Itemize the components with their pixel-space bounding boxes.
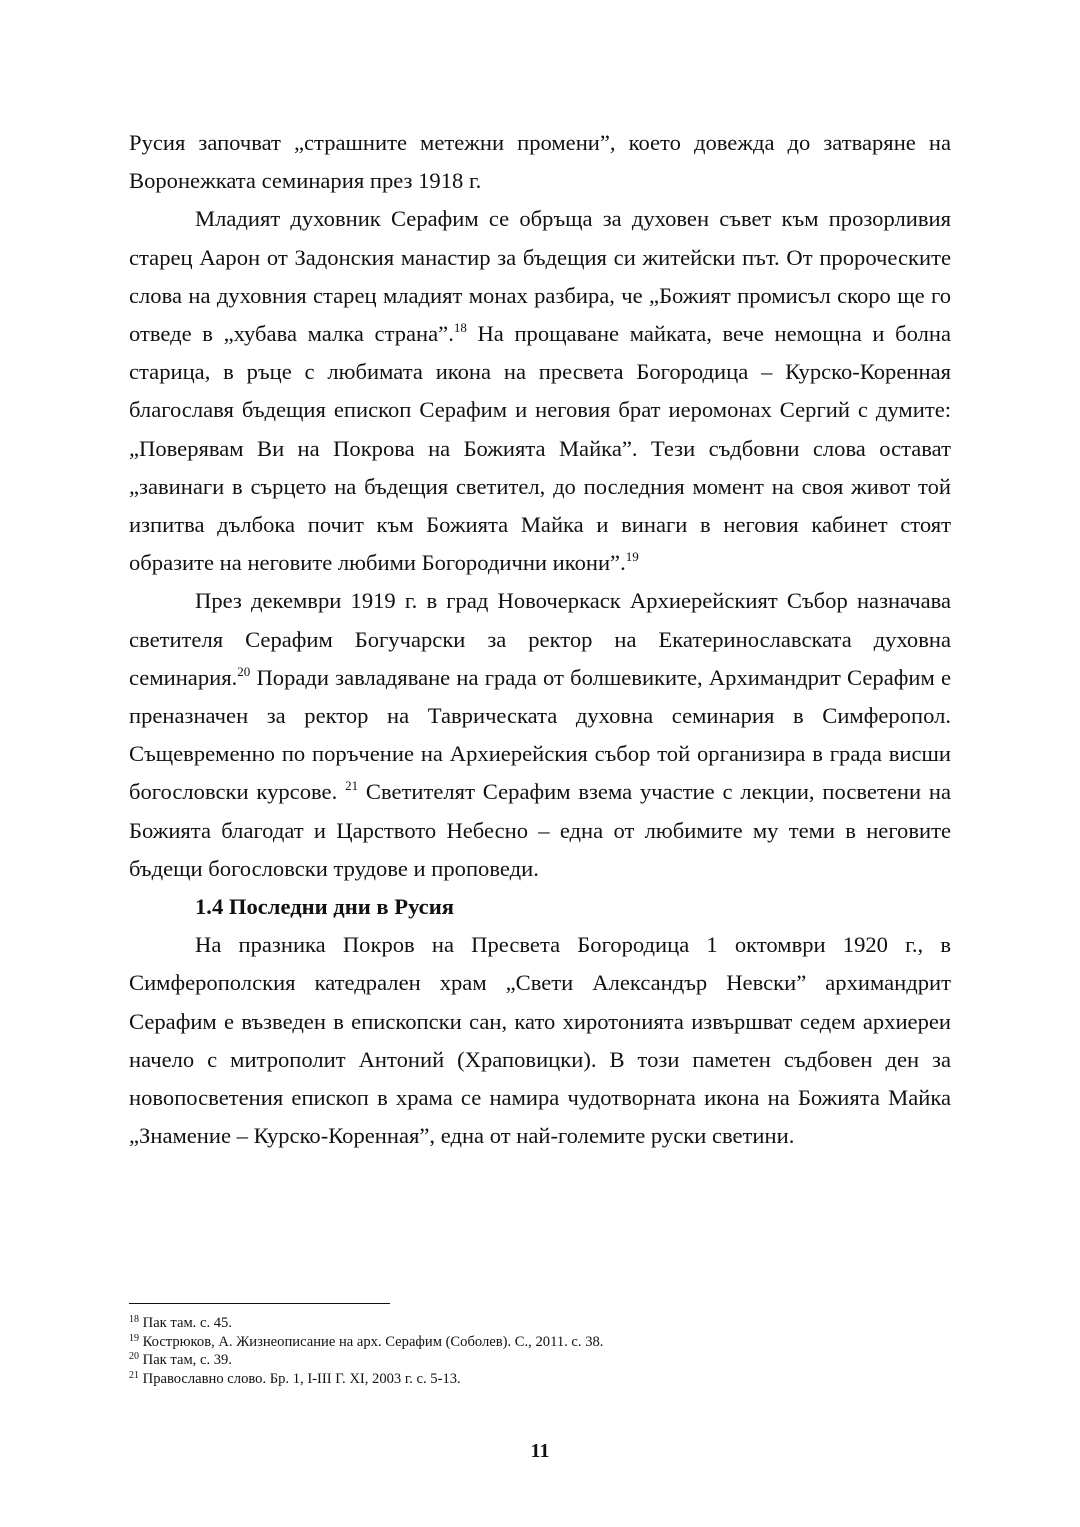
footnote-21: $^{21}$ Православно слово. Бр. 1, I-III Г. XI, 2003 г. с. 5-13.: [129, 1369, 461, 1387]
footnote-20: $^{20}$ Пак там, с. 39.: [129, 1351, 232, 1369]
footnote-18: $^{18}$ Пак там. с. 45.: [129, 1314, 232, 1331]
paragraph-continuation: Русия започват „страшните метежни промени”, което довежда до затваряне на Воронежката семинария през 1918 г.: [129, 130, 951, 194]
footnote-ref-18[interactable]: 18: [453, 320, 467, 336]
page-number: 11: [530, 1440, 550, 1462]
footnote-divider: [129, 1303, 390, 1304]
paragraph-rector-appointment: През декември 1919 г. в град Новочеркаск Архиерейският Събор назначава светителя Серафим Богучарски за ректор на Екатеринославската духовна семинария.$^{20}$ Поради завладяване на града от болшевиките, Архимандрит Серафим е преназначен за ректор на Таврическата духовна семинария в Симферопол. Същевременно по поръчение на Архиерейския събор той организира в града висши богословски курсове. $^{21}$ Светителят Серафим взема участие с лекции, посветени на Божията благодат и Царството Небесно – една от любимите му теми в неговите бъдещи богословски трудове и проповеди.: [129, 588, 951, 881]
footnote-ref-19[interactable]: 19: [625, 549, 639, 565]
footnote-19: $^{19}$ Кострюков, А. Жизнеописание на арх. Серафим (Соболев). С., 2011. с. 38.: [129, 1332, 604, 1350]
body-text: [129, 124, 951, 1155]
paragraph-seraphim-counsel: Младият духовник Серафим се обръща за духовен съвет към прозорливия старец Аарон от Задонския манастир за бъдещия си житейски път. От пророческите слова на духовния старец младият монах разбира, че „Божият промисъл скоро ще го отведе в „хубава малка страна”.$^{18}$ На прощаване майката, вече немощна и болна старица, в ръце с любимата икона на пресвета Богородица – Курско-Коренная благославя бъдещия епископ Серафим и неговия брат иеромонах Сергий с думите: „Поверявам Ви на Покрова на Божията Майка”. Тези съдбовни слова остават „завинаги в сърцето на бъдещия светител, до последния момент на своя живот той изпитва дълбока почит към Божията Майка и винаги в неговия кабинет стоят образите на неговите любими Богородични икони”.$^{19}$: [129, 206, 951, 576]
footnote-ref-20[interactable]: 20: [237, 663, 251, 679]
paragraph-consecration: На празника Покров на Пресвета Богородица 1 октомври 1920 г., в Симферополския катедрален храм „Свети Александър Невски” архимандрит Серафим е възведен в епископски сан, като хиротонията извършват седем архиереи начело с митрополит Антоний (Храповицки). В този паметен съдбовен ден за новопосветения епископ в храма се намира чудотворната икона на Божията Майка „Знамение – Курско-Коренная”, една от най-големите руски светини.: [129, 932, 951, 1149]
section-heading: 1.4 Последни дни в Русия: [195, 894, 454, 920]
footnote-ref-21[interactable]: 21: [345, 778, 359, 794]
footnotes: [129, 1314, 951, 1388]
